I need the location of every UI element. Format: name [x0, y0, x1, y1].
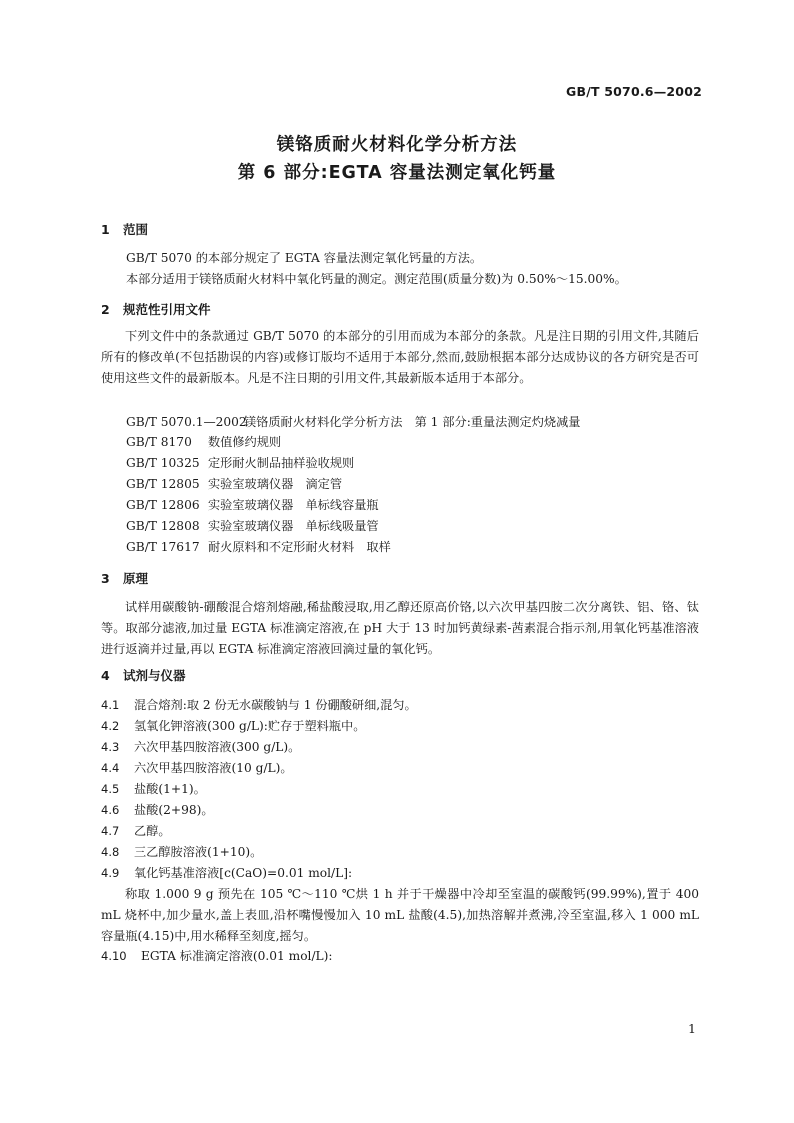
clause-text: 氢氧化钾溶液(300 g/L):贮存于塑料瓶中。 — [134, 719, 366, 733]
section-1-paragraph-2: 本部分适用于镁铬质耐火材料中氧化钙量的测定。测定范围(质量分数)为 0.50%～15.00%。 — [126, 272, 627, 286]
document-code-header: GB/T 5070.6—2002 — [566, 84, 702, 99]
section-number: 1 — [101, 222, 110, 237]
clause-text: 氧化钙基准溶液[c(CaO)=0.01 mol/L]: — [134, 866, 353, 880]
reference-item — [126, 496, 379, 513]
section-4-heading — [101, 666, 186, 684]
clause-number: 4.4 — [101, 761, 120, 775]
section-1-paragraph-1: GB/T 5070 的本部分规定了 EGTA 容量法测定氧化钙量的方法。 — [126, 251, 483, 265]
clause-number: 4.9 — [101, 866, 120, 880]
clause-number: 4.7 — [101, 824, 120, 838]
section-3-heading — [101, 569, 148, 587]
reference-title: 实验室玻璃仪器 单标线吸量管 — [208, 519, 379, 533]
reagent-item — [101, 696, 417, 713]
reference-item — [126, 475, 342, 492]
reagent-item — [101, 780, 206, 797]
section-title: 试剂与仪器 — [123, 668, 186, 683]
reference-code: GB/T 8170 — [126, 435, 192, 449]
section-1-heading — [101, 220, 148, 238]
reference-code: GB/T 17617 — [126, 540, 200, 554]
reference-title: 耐火原料和不定形耐火材料 取样 — [208, 540, 391, 554]
clause-4-9-paragraph: 称取 1.000 9 g 预先在 105 ℃～110 ℃烘 1 h 并于干燥器中冷却至室温的碳酸钙(99.99%),置于 400 mL 烧杯中,加少量水,盖上表皿,沿杯嘴慢慢加入 10 mL 盐酸(4.5),加热溶解并煮沸,冷至室温,移入 1 000 mL 容量瓶(4.15)中,用水稀释至刻度,摇匀。 — [101, 887, 699, 943]
document-title-line2: 第 6 部分:EGTA 容量法测定氧化钙量 — [237, 163, 557, 183]
section-number: 2 — [101, 302, 110, 317]
reference-title: 镁铬质耐火材料化学分析方法 第 1 部分:重量法测定灼烧减量 — [244, 415, 581, 429]
reagent-item — [101, 864, 352, 881]
reference-item — [126, 517, 379, 534]
document-title-line1: 镁铬质耐火材料化学分析方法 — [276, 135, 518, 155]
clause-number: 4.2 — [101, 719, 120, 733]
reference-code: GB/T 12805 — [126, 477, 200, 491]
section-3-paragraph: 试样用碳酸钠-硼酸混合熔剂熔融,稀盐酸浸取,用乙醇还原高价铬,以六次甲基四胺二次分离铁、铝、铬、钛等。取部分滤液,加过量 EGTA 标准滴定溶液,在 pH 大于 13 时加钙黄绿素-茜素混合指示剂,用氧化钙基准溶液进行返滴并过量,再以 EGTA 标准滴定溶液回滴过量的氧化钙。 — [101, 600, 699, 656]
reagent-item — [101, 822, 171, 839]
reference-title: 数值修约规则 — [208, 435, 282, 449]
clause-number: 4.8 — [101, 845, 120, 859]
clause-text: 乙醇。 — [134, 824, 171, 838]
reference-code: GB/T 12806 — [126, 498, 200, 512]
reagent-item — [101, 738, 300, 755]
clause-number: 4.3 — [101, 740, 120, 754]
reference-title: 实验室玻璃仪器 滴定管 — [208, 477, 343, 491]
reagent-item — [101, 947, 333, 964]
section-title: 规范性引用文件 — [123, 302, 211, 317]
reference-code: GB/T 12808 — [126, 519, 200, 533]
reagent-item — [101, 801, 214, 818]
reference-code: GB/T 10325 — [126, 456, 200, 470]
clause-number: 4.10 — [101, 949, 127, 963]
section-2-paragraph: 下列文件中的条款通过 GB/T 5070 的本部分的引用而成为本部分的条款。凡是注日期的引用文件,其随后所有的修改单(不包括勘误的内容)或修订版均不适用于本部分,然而,鼓励根据本部分达成协议的各方研究是否可使用这些文件的最新版本。凡是不注日期的引用文件,其最新版本适用于本部分。 — [101, 329, 699, 385]
reagent-item — [101, 717, 365, 734]
clause-text: 盐酸(2+98)。 — [134, 803, 214, 817]
clause-text: 六次甲基四胺溶液(300 g/L)。 — [134, 740, 301, 754]
reference-code: GB/T 5070.1—2002 — [126, 415, 247, 429]
clause-number: 4.6 — [101, 803, 120, 817]
section-2-heading — [101, 300, 211, 318]
reference-item — [126, 538, 391, 555]
reference-item — [126, 433, 281, 450]
section-title: 原理 — [123, 571, 149, 586]
page-number: 1 — [688, 1021, 696, 1036]
clause-number: 4.5 — [101, 782, 120, 796]
reference-item — [126, 413, 580, 430]
clause-text: 混合熔剂:取 2 份无水碳酸钠与 1 份硼酸研细,混匀。 — [134, 698, 417, 712]
clause-text: 三乙醇胺溶液(1+10)。 — [134, 845, 263, 859]
clause-text: 六次甲基四胺溶液(10 g/L)。 — [134, 761, 293, 775]
clause-text: 盐酸(1+1)。 — [134, 782, 206, 796]
clause-number: 4.1 — [101, 698, 120, 712]
section-number: 4 — [101, 668, 110, 683]
reference-item — [126, 454, 354, 471]
reference-title: 实验室玻璃仪器 单标线容量瓶 — [208, 498, 379, 512]
reagent-item — [101, 843, 262, 860]
reference-title: 定形耐火制品抽样验收规则 — [208, 456, 355, 470]
reagent-item — [101, 759, 293, 776]
clause-text: EGTA 标准滴定溶液(0.01 mol/L): — [141, 949, 333, 963]
section-number: 3 — [101, 571, 110, 586]
section-title: 范围 — [123, 222, 149, 237]
